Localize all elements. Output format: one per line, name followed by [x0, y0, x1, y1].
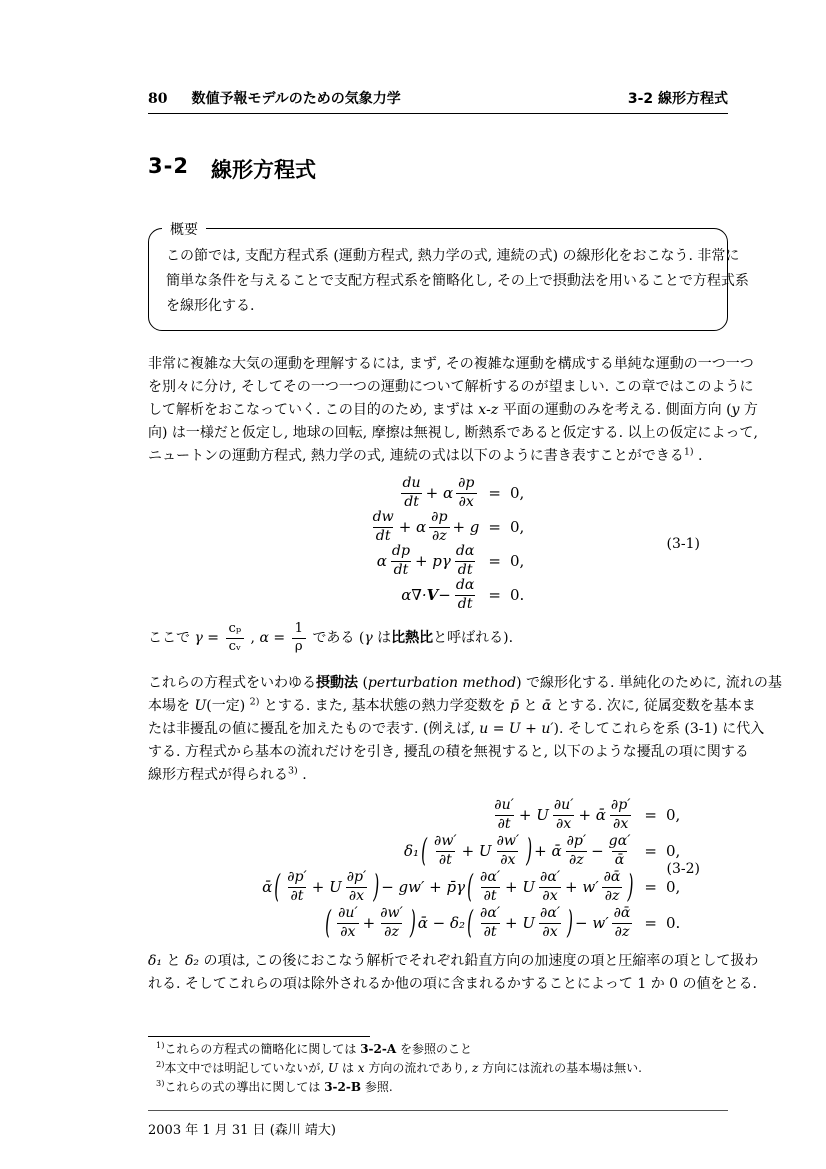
section-number: 3-2 — [148, 154, 189, 178]
equation-row: $\frac{dw}{dt}$ + α $\frac{\partial p}{\partial z}$ + g = 0, — [372, 509, 525, 544]
footnote-separator-rule — [148, 1036, 370, 1037]
text-line: たは非擾乱の値に擾乱を加えたもので表す. (例えば, u = U + u′). そしてこれらを系 (3-1) に代入 — [148, 721, 765, 737]
equation-row: ( $\frac{\partial u'}{\partial x}$ + $\frac{\partial w'}{\partial z}$ ) ᾱ − δ₂ ( $\frac{\partial\alpha'}{\partial t}$ + U $\frac{\partial\alpha'}{\partial x}$ ) − w′ $\frac{\text{∂ᾱ}}{\partial z}$ = 0. — [325, 904, 681, 942]
text-line: 非常に複雑な大気の運動を理解するには, まず, その複雑な運動を構成する単純な運動の一つ一つ — [148, 356, 754, 372]
equation-row: δ₁ ( $\frac{\partial w'}{\partial t}$ + U $\frac{\partial w'}{\partial x}$ ) + ᾱ $\frac{\partial p'}{\partial z}$ − $\frac{g\alpha'}{\text{ᾱ}}$ = 0, — [404, 832, 681, 870]
text-line: して解析をおこなっていく. この目的のため, まずは x-z 平面の運動のみを考える. 側面方向 (y 方 — [148, 402, 758, 418]
overview-box-legend: 概要 — [162, 219, 206, 239]
equation-row: ᾱ ( $\frac{\partial p'}{\partial t}$ + U $\frac{\partial p'}{\partial x}$ ) − gw′ + p̄γ ( $\frac{\partial\alpha'}{\partial t}$ + U $\frac{\partial\alpha'}{\partial x}$ + w′ $\frac{\text{∂ᾱ}}{\partial z}$ ) = 0, — [262, 868, 681, 906]
text-line: する. 方程式から基本の流れだけを引き, 擾乱の積を無視すると, 以下のような擾乱の項に関する — [148, 744, 749, 760]
text-line: 本場を U(一定) $^{2)}$ とする. また, 基本状態の熱力学変数を p̄ と ᾱ とする. 次に, 従属変数を基本ま — [148, 696, 756, 714]
paragraph-perturbation — [148, 672, 782, 787]
gamma-definition-note — [148, 618, 728, 658]
overview-box — [148, 222, 749, 331]
text-line: この節では, 支配方程式系 (運動方程式, 熱力学の式, 連続の式) の線形化をおこなう. 非常に — [166, 248, 740, 264]
section-title: 線形方程式 — [210, 158, 316, 182]
equation-3-2 — [148, 797, 728, 941]
equation-3-2-rows — [148, 797, 728, 941]
text-line: δ₁ と δ₂ の項は, この後におこなう解析でそれぞれ鉛直方向の加速度の項と圧縮率の項として扱わ — [148, 953, 759, 969]
equation-row: $\frac{\partial u'}{\partial t}$ + U $\frac{\partial u'}{\partial x}$ + ᾱ $\frac{\partial p'}{\partial x}$ = 0, — [494, 797, 681, 832]
text-line: 線形方程式が得られる$^{3)}$ . — [148, 765, 307, 783]
text-line: 向) は一様だと仮定し, 地球の回転, 摩擦は無視し, 断熱系であると仮定する. 以上の仮定によって, — [148, 425, 758, 441]
paragraph-intro — [148, 353, 758, 468]
header-section-ref: 3-2 線形方程式 — [627, 91, 728, 107]
footer-date-author: 2003 年 1 月 31 日 (森川 靖大) — [148, 1123, 336, 1138]
paragraph-delta-terms — [148, 950, 759, 996]
document-title: 数値予報モデルのための気象力学 — [191, 91, 401, 107]
text-line: れる. そしてこれらの項は除外されるか他の項に含まれるかすることによって 1 か 0 の値をとる. — [148, 976, 757, 992]
equation-3-2-label: (3-2) — [666, 861, 700, 877]
equation-row: α∇· V − $\frac{d\alpha}{dt}$ = 0. — [401, 577, 525, 612]
text-line: を別々に分け, そしてその一つ一つの運動について解析するのが望ましい. この章ではこのように — [148, 379, 754, 395]
text-line: ニュートンの運動方程式, 熱力学の式, 連続の式は以下のように書き表すことができる$^{1)}$ . — [148, 446, 703, 464]
text-line: を線形化する. — [166, 298, 255, 314]
page-header — [148, 88, 728, 114]
equation-row: $\frac{du}{dt}$ + α $\frac{\partial p}{\partial x}$ = 0, — [402, 475, 525, 510]
text-line: ここで γ = $\frac{\text{cₚ}}{\text{cᵥ}}$ , α = $\frac{1}{\rho}$ である (γ は比熱比と呼ばれる). — [148, 621, 514, 654]
equation-row: α $\frac{dp}{dt}$ + pγ $\frac{d\alpha}{dt}$ = 0, — [376, 543, 525, 578]
text-line: $^{2)}$本文中では明記していないが, U は x 方向の流れであり, z 方向には流れの基本場は無い. — [156, 1059, 642, 1075]
text-line: $^{1)}$これらの方程式の簡略化に関しては 3-2-A を参照のこと — [156, 1040, 473, 1056]
equation-3-1-label: (3-1) — [666, 536, 700, 552]
equation-3-1 — [148, 476, 728, 612]
text-line: $^{3)}$これらの式の導出に関しては 3-2-B 参照. — [156, 1078, 393, 1094]
page-content — [148, 0, 782, 1138]
overview-box-text — [166, 244, 749, 319]
footer-rule — [148, 1110, 728, 1111]
equation-3-1-rows — [148, 476, 728, 612]
text-line: これらの方程式をいわゆる摂動法 (perturbation method) で線形化する. 単純化のために, 流れの基 — [148, 675, 782, 691]
section-heading — [148, 154, 728, 184]
text-line: 簡単な条件を与えることで支配方程式系を簡略化し, その上で摂動法を用いることで方程式系 — [166, 273, 749, 289]
page-number: 80 — [148, 91, 168, 107]
footnotes — [148, 1040, 728, 1097]
